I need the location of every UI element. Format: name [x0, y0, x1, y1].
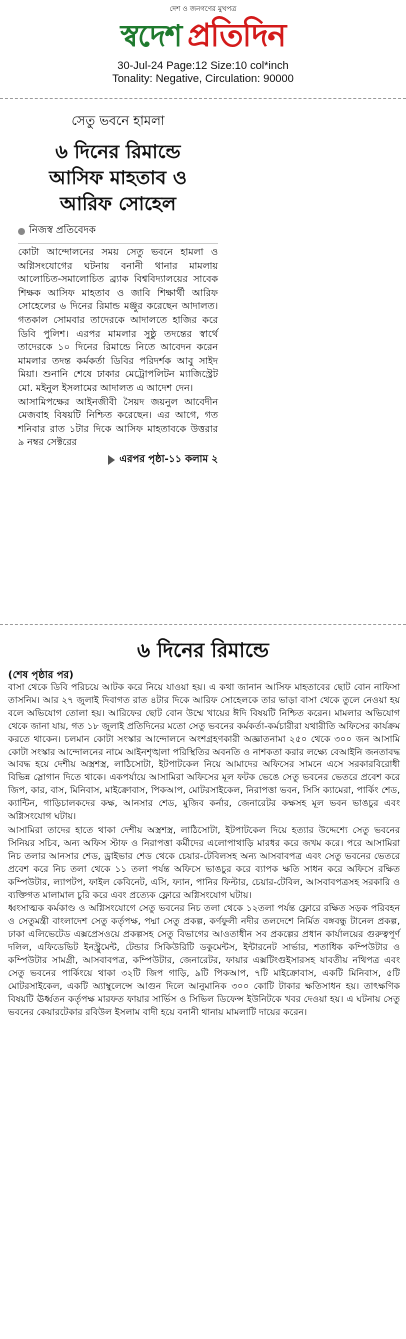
- byline: [18, 223, 218, 240]
- continuation-body: [8, 682, 400, 1021]
- headline-line-3: আরিফ সোহেল: [59, 193, 177, 215]
- article-body: [18, 243, 218, 450]
- continuation-title: ৬ দিনের রিমান্ডে: [137, 638, 269, 662]
- clipping-meta: [0, 60, 406, 86]
- article-headline: [18, 139, 218, 217]
- logo-part-1: স্বদেশ: [120, 19, 182, 54]
- bullet-icon: [18, 228, 25, 235]
- arrow-right-icon: [108, 455, 115, 465]
- continued-note: [18, 452, 218, 469]
- article-kicker: সেতু ভবনে হামলা: [71, 114, 165, 129]
- continuation-subtitle: (শেষ পৃষ্ঠার পর): [8, 670, 74, 681]
- headline-line-1: ৬ দিনের রিমান্ডে: [55, 141, 181, 163]
- divider: [0, 624, 406, 625]
- continuation-paragraph-1: বাসা থেকে ডিবি পরিচয়ে আটক করে নিয়ে যাওয়া হয়। এ কথা জানান আসিফ মাহতাবের ছোট বোন নাফিসা তাসনিম। আর ২৭ জুলাই দিবাগত রাত ৪টার দিকে আরিফ সোহেলকে তার ভাড়া বাসা থেকে তুলে নেওয়া হয় বলে অভিযোগ তোলা হয়। আরিফের ছোট বোন উম্মে খায়ের ঈদি বিষয়টি নিশ্চিত করেন। মামলার অভিযোগ থেকে জানা যায়, গত ১৮ জুলাই প্রতিদিনের মতো সেতু ভবনের কর্মকর্তা-কর্মচারীরা যথারীতি অফিসের কার্যক্রম করতে থাকেন। চলমান কোটা সংস্কার আন্দোলনে অংশগ্রহণকারী অজ্ঞাতনামা ২৫০ থেকে ৩০০ জন আসামি কোটা সংস্কার আন্দোলনের নামে আইনশৃঙ্খলা পরিস্থিতির অবনতি ও নাশকতা করার লক্ষ্যে বেআইনি জনতাবদ্ধ আবদ্ধ হয়ে দেশীয় অস্ত্রশস্ত্র, লাঠিসোটা, ইটপাটকেল নিয়ে আমাদের অফিসের সামনে এসে সরকারবিরোধী বিভিন্ন স্লোগান দিতে থাকে। একপর্যায়ে আসামিরা অফিসের মূল ফটক ভেঙে সেতু ভবনের ভেতরে প্রবেশ করে জিপ, কার, বাস, মিনিবাস, মাইক্রোবাস, পিকআপ, মোটরসাইকেল, নিরাপত্তা ভবন, সিসি ক্যামেরা, পার্কিং শেড, ক্যান্টিন, গাড়িচালকদের কক্ষ, আনসার শেড, মুজিব কর্নার, জেনারেটর কক্ষসহ মূল ভবন ভাঙচুর এবং অগ্নিসংযোগ ঘটায়।: [8, 683, 400, 823]
- article-paragraph-2: আসামিপক্ষের আইনজীবী সৈয়দ জয়নুল আবেদীন মেজবাহ বিষয়টি নিশ্চিত করেছেন। এর আগে, গত শনিবার রাত ১টার দিকে আসিফ মাহতাবকে উত্তরার ৯ নম্বর সেক্টরের: [18, 396, 218, 449]
- byline-text: নিজস্ব প্রতিবেদক: [29, 225, 96, 236]
- masthead: [0, 0, 406, 56]
- article-main: [18, 112, 218, 469]
- meta-line-2: Tonality: Negative, Circulation: 90000: [112, 73, 294, 85]
- continuation-paragraph-2: আসামিরা তাদের হাতে থাকা দেশীয় অস্ত্রশস্ত্র, লাঠিসোটা, ইটপাটকেল দিয়ে হত্যার উদ্দেশ্যে সেতু ভবনের সিনিয়র সচিব, অন্য অফিস স্টাফ ও নিরাপত্তা কর্মীদের এলোপাথাড়ি মারধর করে জখম করে। পরে আসামিরা নিচ তলার আনসার শেড, ড্রাইভার শেড থেকে চেয়ার-টেবিলসহ অন্য আসবাবপত্র এবং সেতু ভবনের ভেতরে প্রবেশ করে নিচ তলা থেকে ১১ তলা পর্যন্ত অফিসে ভাঙচুর করে ব্যাপক ক্ষতি সাধন করে অফিসে রক্ষিত কম্পিউটার, ল্যাপটপ, ফাইল কেবিনেট, এসি, ফ্যান, পানির ফিল্টার, চেয়ার-টেবিল, আসবাবপত্রসহ সরকারি ও ব্যক্তিগত মালামাল চুরি করে এবং প্রত্যেক ফ্লোরে অগ্নিসংযোগ ঘটায়।: [8, 825, 400, 901]
- article-paragraph-1: কোটা আন্দোলনের সময় সেতু ভবনে হামলা ও অগ্নিসংযোগের ঘটনায় বনানী থানার মামলায় আলোচিত-সমালোচিত ব্র্যাক বিশ্ববিদ্যালয়ের সাবেক শিক্ষক আসিফ মাহতাব ও জাবি শিক্ষার্থী আরিফ সোহেলের ৬ দিনের রিমান্ড মঞ্জুর করেছেন আদালত। গতকাল সোমবার তাদেরকে আদালতে হাজির করে ডিবি পুলিশ। এরপর মামলার সুষ্ঠু তদন্তের স্বার্থে তাদেরকে ১০ দিনের রিমান্ডে নিতে আবেদন করেন মামলার তদন্ত কর্মকর্তা ডিবির পরিদর্শক আবু সাইদ মিয়া। শুনানি শেষে ঢাকার মেট্রোপলিটন ম্যাজিস্ট্রেট মো. মইনুল ইসলামের আদালত এ আদেশ দেন।: [18, 247, 218, 394]
- logo-part-2: প্রতিদিন: [187, 16, 286, 54]
- continued-text: এরপর পৃষ্ঠা-১১ কলাম ২: [119, 453, 218, 465]
- divider: [0, 98, 406, 99]
- newspaper-logo: [0, 10, 406, 64]
- masthead-tagline: দেশ ও জনগণের মুখপত্র: [169, 5, 237, 13]
- headline-line-2: আসিফ মাহতাব ও: [49, 167, 187, 189]
- meta-line-1: 30-Jul-24 Page:12 Size:10 col*inch: [117, 60, 289, 72]
- continuation-paragraph-3: ধ্বংসাত্মক কর্মকাণ্ড ও অগ্নিসংযোগে সেতু ভবনের নিচ তলা থেকে ১২তলা পর্যন্ত ফ্লোরে রক্ষিত সড়ক পরিবহন ও সেতুমন্ত্রী বাংলাদেশ সেতু কর্তৃপক্ষ, পদ্মা সেতু প্রকল্প, কর্ণফুলী নদীর তলদেশে নির্মিত বঙ্গবন্ধু টানেল প্রকল্প, ঢাকা এলিভেটেড এক্সপ্রেসওয়ে প্রকল্পসহ সেতু বিভাগের আওতাধীন সব প্রকল্পের প্রধান কার্যালয়ের গুরুত্বপূর্ণ দলিল, এফিডেভিট ইনস্ট্রুমেন্ট, টেন্ডার সিকিউরিটি ডকুমেন্টস, ইন্টারনেট সার্ভার, শতাধিক কম্পিউটার ও কম্পিউটার সামগ্রী, আসবাবপত্র, কম্পিউটার, জেনারেটর, ফায়ার এক্সটিংগুইসারসহ যাবতীয় নথিপত্র এবং সেতু ভবনের পার্কিংয়ে থাকা ৩২টি জিপ গাড়ি, ৯টি পিকআপ, ৭টি মাইক্রোবাস, একটি মিনিবাস, ৫টি মোটরসাইকেল, একটি অ্যাম্বুলেন্সে আগুন দিলে আনুমানিক ৩০০ কোটি টাকার ক্ষতিসাধন হয়। তাৎক্ষণিক বিষয়টি ঊর্ধ্বতন কর্তৃপক্ষ মারফত ফায়ার সার্ভিস ও সিভিল ডিফেন্স ইউনিটকে খবর দেওয়া হয়। এ ঘটনায় সেতু ভবনের কেয়ারটেকার রবিউল ইসলাম বাদী হয়ে বনানী থানায় মামলাটি দায়ের করেন।: [8, 904, 400, 1018]
